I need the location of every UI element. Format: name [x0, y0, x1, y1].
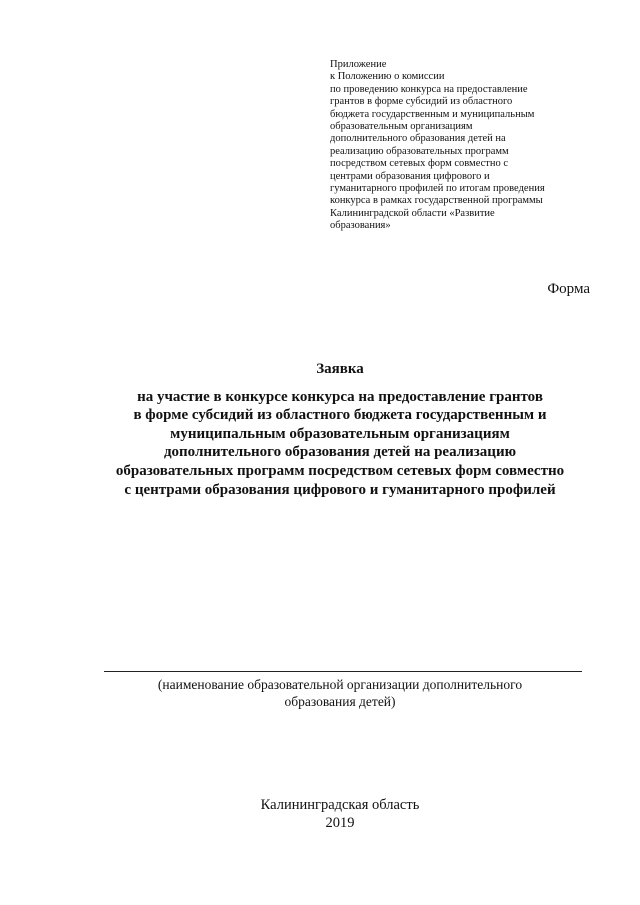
appendix-line: гуманитарного профилей по итогам проведения — [330, 183, 545, 195]
form-label: Форма — [547, 281, 590, 297]
title-line: образовательных программ посредством сетевых форм совместно — [115, 462, 565, 479]
caption-line: (наименование образовательной организации дополнительного — [157, 677, 523, 692]
document-footer — [60, 797, 620, 832]
title-line: дополнительного образования детей на реализацию — [163, 444, 517, 461]
title-heading: Заявка — [316, 361, 364, 377]
title-line: с центрами образования цифрового и гуманитарного профилей — [124, 481, 556, 498]
appendix-note — [330, 59, 620, 233]
document-title — [60, 360, 620, 499]
footer-region: Калининградская область — [260, 797, 420, 813]
organization-name-underline — [104, 671, 582, 672]
appendix-line: конкурса в рамках государственной программы — [330, 195, 543, 207]
footer-year: 2019 — [325, 814, 355, 831]
appendix-line: грантов в форме субсидий из областного — [330, 96, 513, 108]
appendix-line: образовательным организациям — [330, 121, 473, 133]
appendix-line: реализацию образовательных программ — [330, 145, 509, 157]
appendix-line: центрами образования цифрового и — [330, 170, 490, 182]
title-line: в форме субсидий из областного бюджета государственным и — [133, 407, 547, 424]
appendix-line: посредством сетевых форм совместно с — [330, 158, 509, 170]
title-line: муниципальным образовательным организациям — [170, 425, 510, 442]
appendix-line: бюджета государственным и муниципальным — [330, 108, 535, 120]
appendix-line: к Положению о комиссии — [330, 71, 445, 83]
organization-caption — [60, 677, 620, 710]
caption-line: образования детей) — [284, 693, 396, 709]
appendix-line: по проведению конкурса на предоставление — [330, 83, 528, 95]
appendix-line: Калининградской области «Развитие — [330, 207, 495, 219]
appendix-line: Приложение — [330, 59, 387, 70]
title-line: на участие в конкурсе конкурса на предоставление грантов — [137, 388, 543, 405]
appendix-line: образования» — [330, 220, 391, 232]
appendix-line: дополнительного образования детей на — [330, 133, 506, 145]
